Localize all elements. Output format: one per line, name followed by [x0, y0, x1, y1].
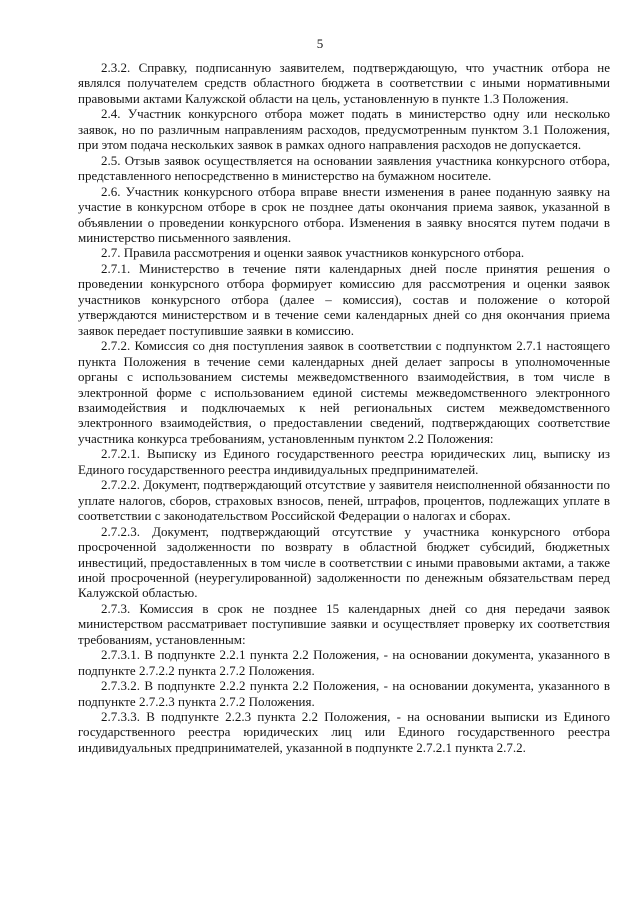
paragraph-2-3-2: 2.3.2. Справку, подписанную заявителем, подтверждающую, что участник отбора не являлся получателем средств областного бюджета в соответствии с иными нормативными правовыми актами Калужской области на цель, установленную в пункте 1.3 Положения. — [78, 60, 610, 106]
paragraph-2-4: 2.4. Участник конкурсного отбора может подать в министерство одну или несколько заявок, но по различным направлениям расходов, предусмотренным пунктом 3.1 Положения, при этом подача нескольких заявок в рамках одного направления расходов не допускается. — [78, 106, 610, 153]
paragraph-2-7-2-1: 2.7.2.1. Выписку из Единого государственного реестра юридических лиц, выписку из Единого государственного реестра индивидуальных предпринимателей. — [78, 446, 610, 477]
document-body — [78, 60, 610, 755]
paragraph-2-7-3-1: 2.7.3.1. В подпункте 2.2.1 пункта 2.2 Положения, - на основании документа, указанного в подпункте 2.7.2.2 пункта 2.7.2 Положения. — [78, 647, 610, 678]
page-number: 5 — [316, 36, 324, 51]
paragraph-2-7-2-3: 2.7.2.3. Документ, подтверждающий отсутствие у участника конкурсного отбора просроченной задолженности по возврату в областной бюджет субсидий, бюджетных инвестиций, предоставленных в том числе в соответствии с иными правовыми актами, а также иной просроченной (неурегулированной) задолженности по денежным обязательствам перед Калужской областью. — [78, 523, 610, 601]
paragraph-2-7-2-2: 2.7.2.2. Документ, подтверждающий отсутствие у заявителя неисполненной обязанности по уплате налогов, сборов, страховых взносов, пеней, штрафов, процентов, подлежащих уплате в соответствии с законодательством Российской Федерации о налогах и сборах. — [78, 477, 610, 524]
paragraph-2-7-3-3: 2.7.3.3. В подпункте 2.2.3 пункта 2.2 Положения, - на основании выписки из Единого государственного реестра юридических лиц или Единого государственного реестра индивидуальных предпринимателей, указанной в подпункте 2.7.2.1 пункта 2.7.2. — [78, 709, 610, 755]
paragraph-2-6: 2.6. Участник конкурсного отбора вправе внести изменения в ранее поданную заявку на участие в конкурсном отборе в срок не позднее даты окончания приема заявок, указанной в объявлении о проведении конкурсного отбора. Изменения в заявку вносятся путем подачи в министерство письменного заявления. — [78, 183, 610, 245]
paragraph-2-7: 2.7. Правила рассмотрения и оценки заявок участников конкурсного отбора. — [101, 245, 525, 261]
paragraph-2-7-3: 2.7.3. Комиссия в срок не позднее 15 календарных дней со дня передачи заявок министерством рассматривает поступившие заявки и осуществляет проверку их соответствия требованиям, установленным: — [78, 600, 610, 647]
paragraph-2-7-3-2: 2.7.3.2. В подпункте 2.2.2 пункта 2.2 Положения, - на основании документа, указанного в подпункте 2.7.2.3 пункта 2.7.2 Положения. — [78, 678, 610, 709]
paragraph-2-7-2: 2.7.2. Комиссия со дня поступления заявок в соответствии с подпунктом 2.7.1 настоящего пункта Положения в течение семи календарных дней делает запросы в уполномоченные органы с использованием системы межведомственного взаимодействия, в том числе в электронной форме с использованием единой системы межведомственного электронного взаимодействия и подключаемых к ней региональных систем межведомственного электронного взаимодействия, о предоставлении сведений, подтверждающих соответствие участника конкурса требованиям, установленным пунктом 2.2 Положения: — [78, 338, 610, 446]
paragraph-2-5: 2.5. Отзыв заявок осуществляется на основании заявления участника конкурсного отбора, представленного непосредственно в министерство на бумажном носителе. — [78, 152, 610, 184]
paragraph-2-7-1: 2.7.1. Министерство в течение пяти календарных дней после принятия решения о проведении конкурсного отбора формирует комиссию для рассмотрения и оценки заявок участников конкурсного отбора (далее – комиссия), состав и положение о которой утверждаются министерством и в течение семи календарных дней со дня окончания приема заявок передает поступившие заявки в комиссию. — [78, 260, 610, 338]
